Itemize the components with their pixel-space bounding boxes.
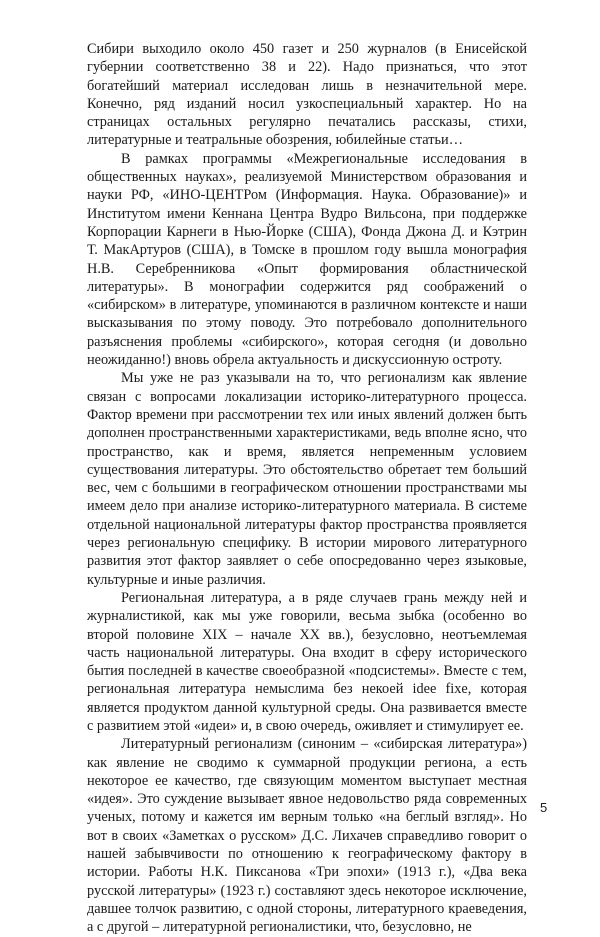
paragraph-program-monograph: В рамках программы «Межрегиональные исследования в общественных науках», реализуемой Министерством образования и науки РФ, «ИНО-ЦЕНТРом (Информация. Наука. Образование)» и Институтом имени Кеннана Центра Вудро Вильсона, при поддержке Корпорации Карнеги в Нью-Йорке (США), Фонда Джона Д. и Кэтрин Т. МакАртуров (США), в Томске в прошлом году вышла монография Н.В. Серебренникова «Опыт формирования областнической литературы». В монографии содержится ряд соображений о «сибирском» в литературе, упоминаются в различном контексте и наши высказывания по этому поводу. Это потребовало дополнительного разъяснения проблемы «сибирского», которая сегодня (и довольно неожиданно!) вновь обрела актуальность и дискуссионную остроту.	[87, 150, 527, 369]
page-number: 5	[540, 800, 548, 815]
paragraph-literary-regionalism: Литературный регионализм (синоним – «сибирская литература») как явление не сводимо к суммарной продукции региона, а есть некоторое ее качество, где связующим моментом выступает местная «идея». Это суждение вызывает явное недовольство ряда современных ученых, потому и кажется им верным только «на беглый взгляд». Но вот в своих «Заметках о русском» Д.С. Лихачев справедливо говорит о нашей забывчивости по отношению к географическому фактору в истории. Работы Н.К. Пиксанова «Три эпохи» (1913 г.), «Два века русской литературы» (1923 г.) составляют здесь некоторое исключение, давшее толчок развитию, с одной стороны, литературного краеведения, а с другой – литературной регионалистики, что, безусловно, не	[87, 736, 527, 936]
paragraph-regionalism-space: Мы уже не раз указывали на то, что регионализм как явление связан с вопросами локализации историко-литературного процесса. Фактор времени при рассмотрении тех или иных явлений должен быть дополнен пространственными характеристиками, ведь вполне ясно, что пространство, как и время, является непременным условием существования литературы. Это обстоятельство обретает тем больший вес, чем с большими в географическом отношении пространствами мы имеем дело при анализе историко-литературного материала. В системе отдельной национальной литературы фактор пространства проявляется через региональную специфику. В истории мирового литературного развития этот фактор заявляет о себе опосредованно через языковые, культурные и иные различия.	[87, 370, 527, 588]
paragraph-regional-literature: Региональная литература, а в ряде случаев грань между ней и журналистикой, как мы уже говорили, весьма зыбка (особенно во второй половине XIX – начале XX вв.), безусловно, неотъемлемая часть национальной литературы. Она входит в сферу исторического бытия последней в качестве своеобразной «подсистемы». Вместе с тем, региональная литература немыслима без некоей idee fixe, которая является продуктом данной культурной среды. Она развивается вместе с развитием этой «идеи» и, в свою очередь, оживляет и стимулирует ее.	[87, 589, 527, 734]
body-text	[87, 40, 527, 937]
paragraph-continuation: Сибири выходило около 450 газет и 250 журналов (в Енисейской губернии соответственно 38 и 22). Надо признаться, что этот богатейший материал исследован лишь в незначительной мере. Конечно, ряд изданий носил узкоспециальный характер. Но на страницах остальных регулярно печатались рассказы, стихи, литературные и театральные обозрения, юбилейные статьи…	[87, 41, 527, 149]
